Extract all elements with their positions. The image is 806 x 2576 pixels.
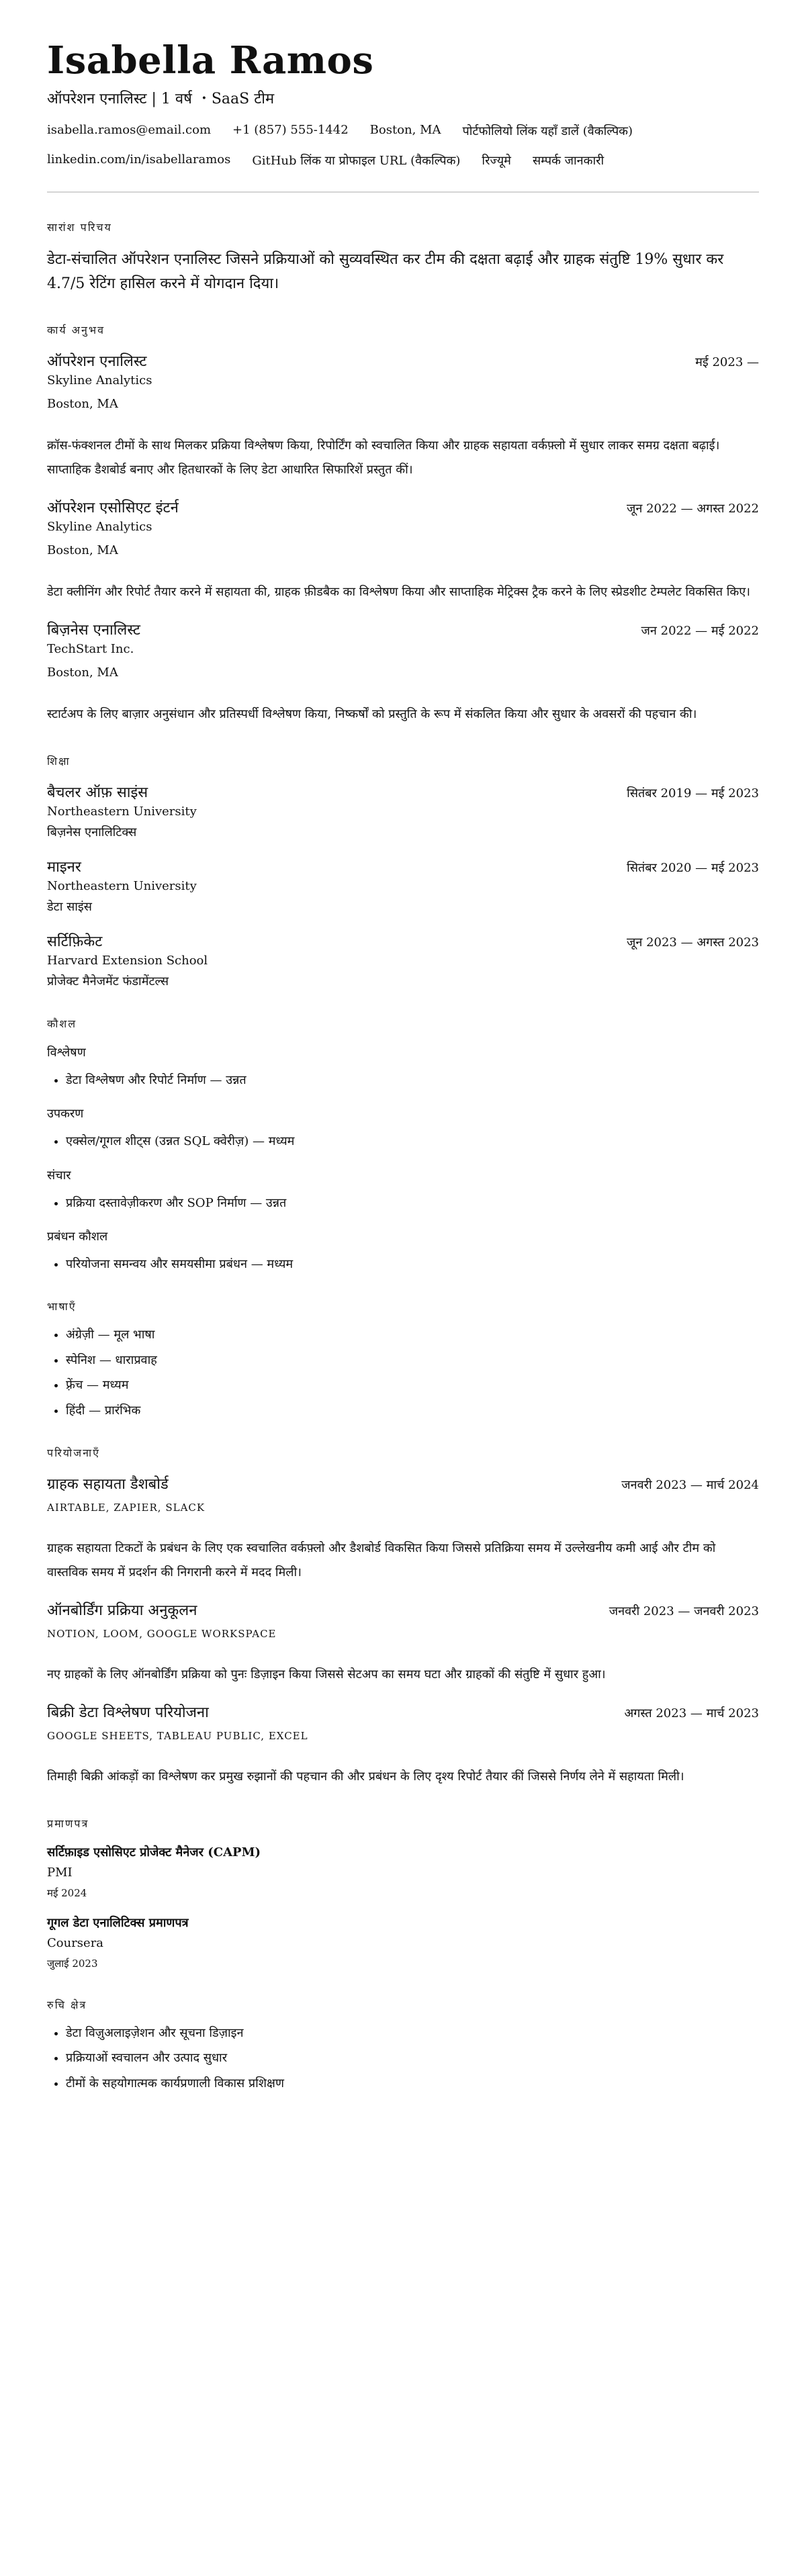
job-title: ऑपरेशन एनालिस्ट (47, 353, 147, 370)
skill-group (47, 1105, 759, 1149)
certifications-heading: प्रमाणपत्र (47, 1816, 89, 1830)
project-entry (47, 1473, 759, 1585)
contact-row-secondary (47, 152, 759, 169)
job-date: जून 2022 — अगस्त 2022 (627, 501, 759, 516)
degree-title: बैचलर ऑफ़ साइंस (47, 784, 148, 801)
education-field: डेटा साइंस (47, 899, 92, 914)
degree-title: माइनर (47, 858, 81, 876)
school-name: Northeastern University (47, 878, 197, 893)
skill-item: • एक्सेल/गूगल शीट्स (उन्नत SQL क्वेरीज़) — मध्यम (66, 1134, 759, 1149)
email-link[interactable]: isabella.ramos@email.com (47, 123, 212, 138)
job-date: जन 2022 — मई 2022 (641, 623, 759, 638)
candidate-name: Isabella Ramos (47, 38, 374, 83)
certification-name: सर्टिफ़ाइड एसोसिएट प्रोजेक्ट मैनेजर (CAPM) (47, 1845, 261, 1859)
job-location: Boston, MA (47, 543, 118, 557)
project-date: जनवरी 2023 — जनवरी 2023 (609, 1604, 759, 1618)
education-date: जून 2023 — अगस्त 2023 (627, 935, 759, 950)
experience-heading: कार्य अनुभव (47, 323, 105, 336)
project-tech: NOTION, LOOM, GOOGLE WORKSPACE (47, 1627, 277, 1640)
skill-group (47, 1167, 759, 1211)
project-name: ग्राहक सहायता डैशबोर्ड (47, 1475, 169, 1493)
skill-category: उपकरण (47, 1107, 84, 1121)
degree-title: सर्टिफ़िकेट (47, 933, 103, 950)
education-entry (47, 782, 759, 840)
education-entry (47, 931, 759, 989)
project-description: ग्राहक सहायता टिकटों के प्रबंधन के लिए एक स्वचालित वर्कफ़्लो और डैशबोर्ड विकसित किया जिससे प्रतिक्रिया समय में उल्लेखनीय कमी आई और टीम को वास्तविक समय में प्रदर्शन की निगरानी करने में मदद मिली। (47, 1540, 716, 1579)
certification-entry (47, 1844, 759, 1900)
company-name: TechStart Inc. (47, 641, 134, 656)
header-divider (47, 191, 759, 193)
contact-extra-2: सम्पर्क जानकारी (532, 154, 604, 169)
certifications-section (47, 1816, 759, 1970)
projects-section (47, 1445, 759, 1789)
project-description: तिमाही बिक्री आंकड़ों का विश्लेषण कर प्रमुख रुझानों की पहचान की और प्रबंधन के लिए दृश्य रिपोर्ट तैयार कीं जिससे निर्णय लेने में सहायता मिली। (47, 1769, 684, 1784)
skill-group (47, 1044, 759, 1088)
certification-issuer: PMI (47, 1865, 73, 1880)
job-title: ऑपरेशन एसोसिएट इंटर्न (47, 499, 179, 516)
project-name: बिक्री डेटा विश्लेषण परियोजना (47, 1704, 209, 1721)
skill-item: • प्रक्रिया दस्तावेज़ीकरण और SOP निर्माण — उन्नत (66, 1195, 759, 1211)
interest-item: • प्रक्रियाओं स्वचालन और उत्पाद सुधार (66, 2050, 759, 2066)
interests-list (47, 2025, 759, 2091)
projects-heading: परियोजनाएँ (47, 1446, 100, 1459)
experience-entry (47, 497, 759, 604)
location-text: Boston, MA (369, 123, 441, 138)
school-name: Northeastern University (47, 804, 197, 819)
company-name: Skyline Analytics (47, 519, 152, 534)
job-description: क्रॉस-फंक्शनल टीमों के साथ मिलकर प्रक्रिया विश्लेषण किया, रिपोर्टिंग को स्वचालित किया और ग्राहक सहायता वर्कफ़्लो में सुधार लाकर समग्र दक्षता बढ़ाई। साप्ताहिक डैशबोर्ड बनाए और हितधारकों के लिए डेटा आधारित सिफारिशें प्रस्तुत कीं। (47, 438, 720, 477)
language-item: • अंग्रेज़ी — मूल भाषा (66, 1327, 759, 1342)
job-description: डेटा क्लीनिंग और रिपोर्ट तैयार करने में सहायता की, ग्राहक फ़ीडबैक का विश्लेषण किया और साप्ताहिक मेट्रिक्स ट्रैक करने के लिए स्प्रेडशीट टेम्पलेट विकसित किए। (47, 584, 750, 599)
job-description: स्टार्टअप के लिए बाज़ार अनुसंधान और प्रतिस्पर्धी विश्लेषण किया, निष्कर्षों को प्रस्तुति के रूप में संकलित किया और सुधार के अवसरों की पहचान की। (47, 706, 697, 721)
company-name: Skyline Analytics (47, 373, 152, 387)
project-entry (47, 1702, 759, 1789)
education-date: सितंबर 2019 — मई 2023 (627, 786, 759, 800)
project-name: ऑनबोर्डिंग प्रक्रिया अनुकूलन (47, 1602, 197, 1619)
certification-issuer: Coursera (47, 1935, 104, 1950)
education-date: सितंबर 2020 — मई 2023 (627, 860, 759, 875)
education-section (47, 753, 759, 989)
project-entry (47, 1600, 759, 1687)
language-item: • स्पेनिश — धाराप्रवाह (66, 1352, 759, 1368)
skills-section (47, 1016, 759, 1273)
languages-section (47, 1299, 759, 1418)
languages-list (47, 1327, 759, 1418)
skill-category: संचार (47, 1168, 71, 1183)
school-name: Harvard Extension School (47, 953, 208, 968)
github-link[interactable]: GitHub लिंक या प्रोफाइल URL (वैकल्पिक) (252, 154, 461, 169)
experience-section (47, 322, 759, 727)
skill-item: • डेटा विश्लेषण और रिपोर्ट निर्माण — उन्नत (66, 1072, 759, 1088)
skills-heading: कौशल (47, 1017, 77, 1030)
headline: ऑपरेशन एनालिस्ट | 1 वर्ष ・SaaS टीम (47, 91, 275, 108)
skill-category: प्रबंधन कौशल (47, 1229, 108, 1244)
contact-extra-1: रिज्यूमे (482, 154, 511, 169)
experience-entry (47, 619, 759, 727)
education-field: प्रोजेक्ट मैनेजमेंट फंडामेंटल्स (47, 974, 169, 988)
job-date: मई 2023 — (695, 355, 759, 369)
project-tech: GOOGLE SHEETS, TABLEAU PUBLIC, EXCEL (47, 1729, 308, 1742)
language-item: • फ़्रेंच — मध्यम (66, 1377, 759, 1393)
project-description: नए ग्राहकों के लिए ऑनबोर्डिंग प्रक्रिया को पुनः डिज़ाइन किया जिससे सेटअप का समय घटा और ग्राहकों की संतुष्टि में सुधार हुआ। (47, 1667, 606, 1682)
certification-date: मई 2024 (47, 1886, 87, 1899)
experience-entry (47, 351, 759, 482)
interest-item: • डेटा विज़ुअलाइज़ेशन और सूचना डिज़ाइन (66, 2025, 759, 2041)
contact-row-primary (47, 123, 759, 139)
project-tech: AIRTABLE, ZAPIER, SLACK (47, 1501, 206, 1514)
job-location: Boston, MA (47, 665, 118, 680)
skill-group (47, 1228, 759, 1272)
project-date: जनवरी 2023 — मार्च 2024 (621, 1477, 759, 1492)
languages-heading: भाषाएँ (47, 1300, 77, 1314)
skill-category: विश्लेषण (47, 1045, 86, 1060)
education-entry (47, 856, 759, 915)
interest-item: • टीमों के सहयोगात्मक कार्यप्रणाली विकास प्रशिक्षण (66, 2076, 759, 2091)
summary-text: डेटा-संचालित ऑपरेशन एनालिस्ट जिसने प्रक्रियाओं को सुव्यवस्थित कर टीम की दक्षता बढ़ाई और ग्राहक संतुष्टि 19% सुधार कर 4.7/5 रेटिंग हासिल करने में योगदान दिया। (47, 251, 724, 292)
summary-heading: सारांश परिचय (47, 221, 112, 234)
certification-date: जुलाई 2023 (47, 1957, 98, 1970)
interests-section (47, 1997, 759, 2091)
interests-heading: रुचि क्षेत्र (47, 1998, 87, 2011)
job-location: Boston, MA (47, 396, 118, 411)
project-date: अगस्त 2023 — मार्च 2023 (624, 1706, 759, 1720)
skill-item: • परियोजना समन्वय और समयसीमा प्रबंधन — मध्यम (66, 1256, 759, 1272)
portfolio-link[interactable]: पोर्टफोलियो लिंक यहाँ डालें (वैकल्पिक) (462, 124, 633, 139)
language-item: • हिंदी — प्रारंभिक (66, 1403, 759, 1418)
certification-entry (47, 1915, 759, 1970)
linkedin-link[interactable]: linkedin.com/in/isabellaramos (47, 152, 231, 167)
job-title: बिज़नेस एनालिस्ट (47, 621, 140, 639)
certification-name: गूगल डेटा एनालिटिक्स प्रमाणपत्र (47, 1915, 189, 1930)
education-field: बिज़नेस एनालिटिक्स (47, 825, 137, 839)
education-heading: शिक्षा (47, 754, 71, 768)
phone-text[interactable]: +1 (857) 555-1442 (232, 123, 349, 138)
